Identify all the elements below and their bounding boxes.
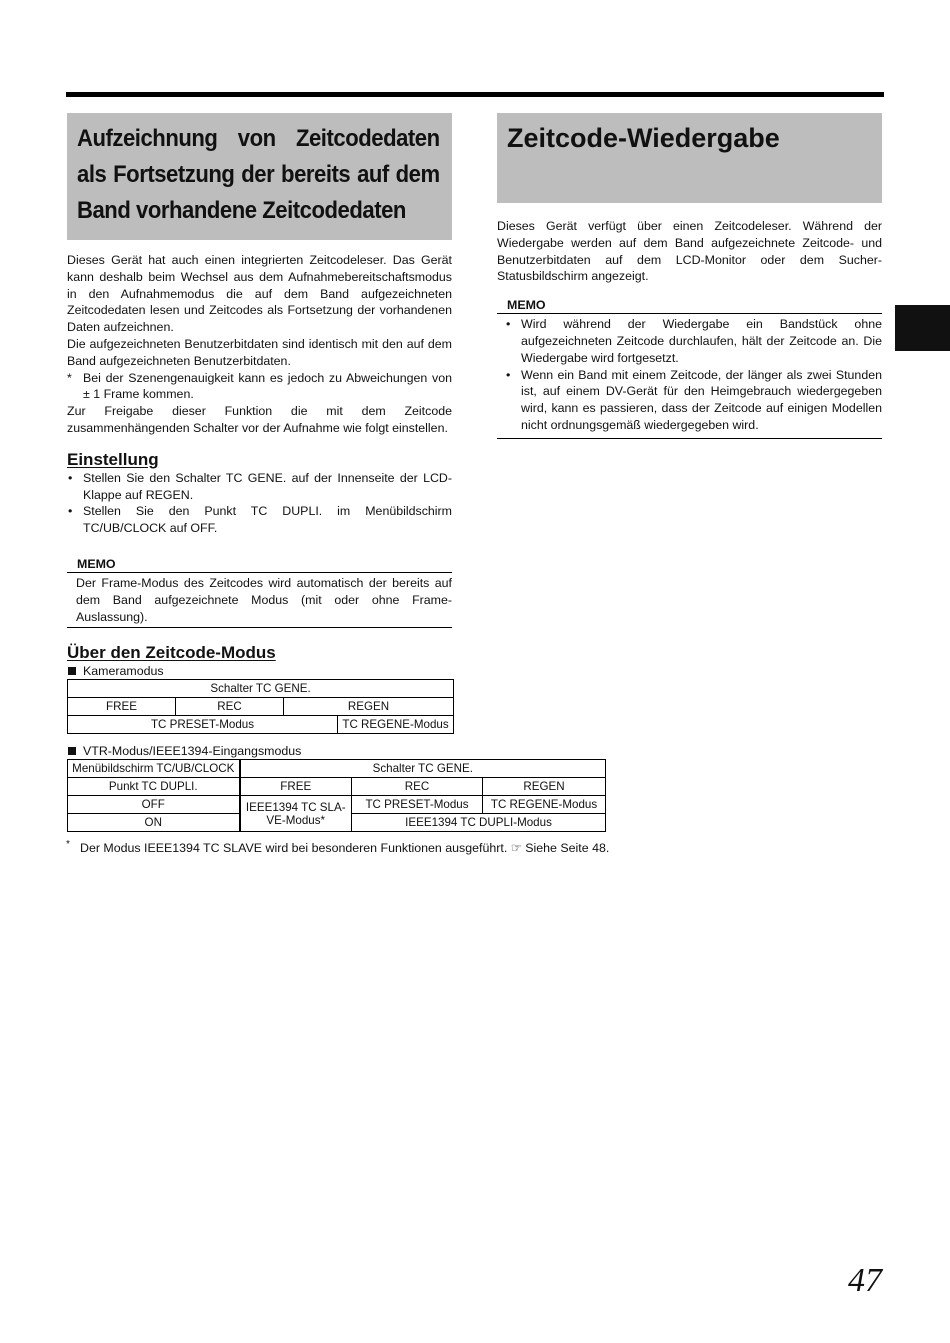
camera-switch-rec: REC <box>176 698 284 716</box>
bullet-mark: • <box>506 317 511 332</box>
vtr-preset-mode: TC PRESET-Modus <box>352 796 483 814</box>
vtr-on-label: ON <box>68 814 240 832</box>
camera-table-header: Schalter TC GENE. <box>68 680 454 698</box>
section-tab-marker <box>895 305 950 351</box>
star-note-text: Bei der Szenengenauigkeit kann es jedoch zu Abweichungen von ± 1 Frame kommen. <box>83 370 452 402</box>
bullet-mark: • <box>68 504 73 519</box>
right-column <box>497 113 882 439</box>
vtr-mode-label <box>67 743 606 759</box>
vtr-dupli-mode: IEEE1394 TC DUPLI-Modus <box>352 814 606 832</box>
page-number: 47 <box>848 1262 882 1299</box>
right-memo-list <box>497 314 882 438</box>
vtr-switch-regen: REGEN <box>483 778 606 796</box>
vtr-section <box>67 743 606 832</box>
camera-mode-label <box>67 663 452 679</box>
list-item <box>497 367 882 434</box>
list-item-text: Wenn ein Band mit einem Zeitcode, der länger als zwei Stunden ist, auf einem DV-Gerät für den Heimgebrauch wiedergegeben wird, kann es passieren, dass der Zeitcode auf einigen Modellen nicht ordnungsgemäß wiedergegeben wird. <box>521 367 882 432</box>
left-column <box>67 113 452 734</box>
square-bullet-icon <box>68 667 76 675</box>
left-userbits-paragraph: Die aufgezeichneten Benutzerbitdaten sind identisch mit den auf dem Band aufgezeichneten Benutzerbitdaten. <box>67 336 452 368</box>
left-intro-paragraph: Dieses Gerät hat auch einen integrierten Zeitcodeleser. Das Gerät kann deshalb beim Wechsel aus dem Aufnahmebereitschaftsmodus in den Aufnahmemodus die auf dem Band aufgezeichneten Zeitcodedaten lesen und Zeitcodes als Fortsetzung der vorhandenen Daten aufzeichnen. <box>67 253 452 335</box>
camera-switch-regen: REGEN <box>284 698 454 716</box>
camera-switch-free: FREE <box>68 698 176 716</box>
vtr-regene-mode: TC REGENE-Modus <box>483 796 606 814</box>
list-item-text: Wird während der Wiedergabe ein Bandstück ohne aufgezeichneten Zeitcode durchlaufen, hält der Zeitcode an. Die Wiedergabe wird fortgesetzt. <box>521 317 882 365</box>
left-section-title: Aufzeichnung von Zeitcodedaten als Fortsetzung der bereits auf dem Band vorhandene Zeitcodedaten <box>77 125 440 224</box>
left-star-note <box>67 370 452 404</box>
right-intro-paragraph: Dieses Gerät verfügt über einen Zeitcodeleser. Während der Wiedergabe werden auf dem Band aufgezeichnete Zeitcode- und Benutzerbitdaten auf dem LCD-Monitor oder dem Sucher-Statusbildschirm angezeigt. <box>497 219 882 284</box>
vtr-switch-rec: REC <box>352 778 483 796</box>
vtr-mode-table <box>67 759 606 832</box>
einstellung-heading: Einstellung <box>67 449 159 469</box>
right-memo-label: MEMO <box>507 298 546 313</box>
einstellung-list <box>67 470 452 537</box>
left-release-paragraph: Zur Freigabe dieser Funktion die mit dem Zeitcode zusammenhängenden Schalter vor der Aufnahme wie folgt einstellen. <box>67 404 452 435</box>
square-bullet-icon <box>68 747 76 755</box>
left-title-box <box>67 113 452 240</box>
camera-result-preset: TC PRESET-Modus <box>68 716 338 734</box>
footnote-text: Der Modus IEEE1394 TC SLAVE wird bei besonderen Funktionen ausgeführt. ☞ Siehe Seite 48. <box>80 841 610 855</box>
footnote-mark: * <box>66 839 70 850</box>
vtr-menu-header: Menübildschirm TC/UB/CLOCK <box>68 760 240 778</box>
list-item-text: Stellen Sie den Schalter TC GENE. auf der Innenseite der LCD-Klappe auf REGEN. <box>83 470 452 502</box>
camera-result-regene: TC REGENE-Modus <box>338 716 454 734</box>
bullet-mark: • <box>68 470 73 485</box>
list-item <box>67 503 452 537</box>
list-item <box>497 316 882 366</box>
zeitcode-mode-heading: Über den Zeitcode-Modus <box>67 643 276 663</box>
right-section-title: Zeitcode-Wiedergabe <box>507 123 780 153</box>
vtr-slave-mode: IEEE1394 TC SLA-VE-Modus* <box>240 796 352 832</box>
bullet-mark: • <box>506 367 511 382</box>
left-memo-text: Der Frame-Modus des Zeitcodes wird automatisch der bereits auf dem Band aufgezeichnete Modus (mit oder ohne Frame-Auslassung). <box>76 575 452 624</box>
left-memo-label: MEMO <box>77 556 116 571</box>
camera-mode-text: Kameramodus <box>83 664 164 679</box>
vtr-mode-text: VTR-Modus/IEEE1394-Eingangsmodus <box>83 744 302 758</box>
star-mark: * <box>67 370 72 385</box>
vtr-switch-header: Schalter TC GENE. <box>240 760 606 778</box>
list-item <box>67 470 452 504</box>
vtr-switch-free: FREE <box>240 778 352 796</box>
vtr-point-label: Punkt TC DUPLI. <box>68 778 240 796</box>
footnote <box>66 840 609 856</box>
top-rule <box>66 92 884 97</box>
camera-mode-table <box>67 679 454 734</box>
vtr-off-label: OFF <box>68 796 240 814</box>
memo-bottom-rule <box>497 438 882 439</box>
right-title-box <box>497 113 882 203</box>
list-item-text: Stellen Sie den Punkt TC DUPLI. im Menübildschirm TC/UB/CLOCK auf OFF. <box>83 504 452 536</box>
